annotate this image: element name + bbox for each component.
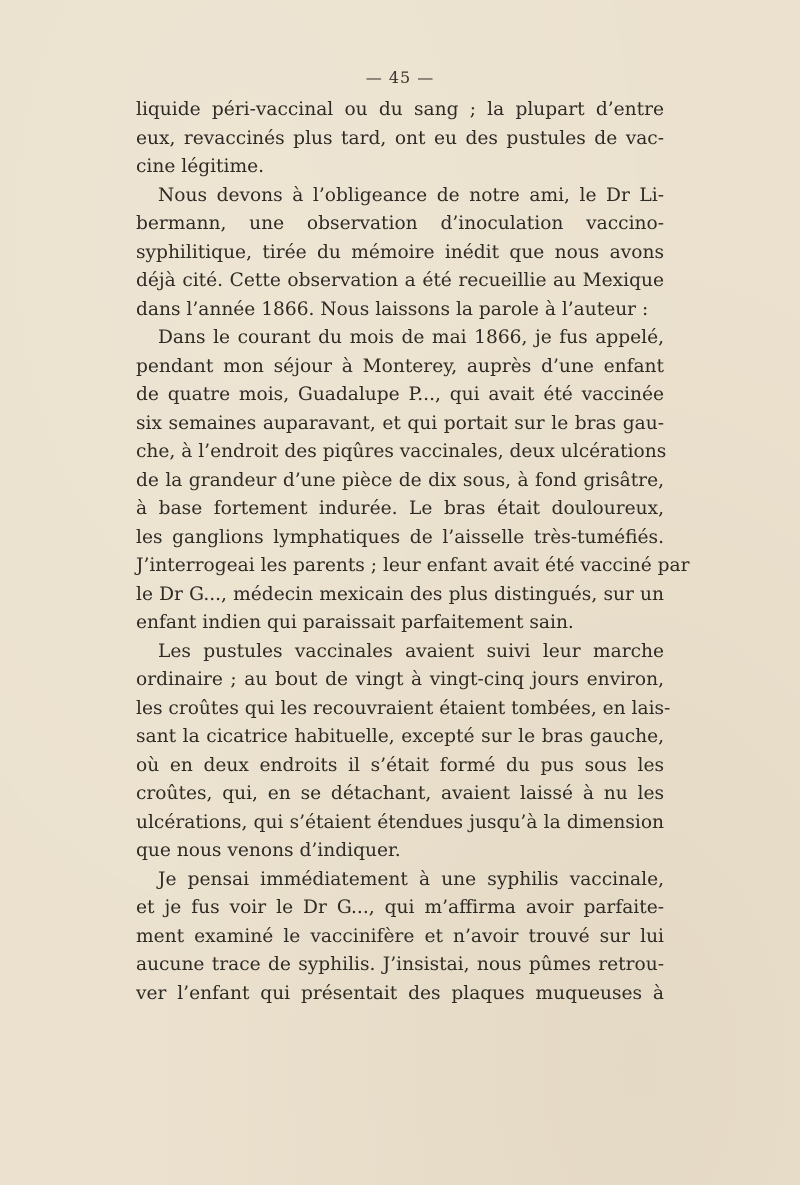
text-line: dans l’année 1866. Nous laissons la parole à l’auteur : [136, 298, 649, 320]
text-line: et je fus voir le Dr G..., qui m’affirma avoir parfaite- [136, 897, 664, 918]
body-text [136, 96, 690, 1008]
text-line: eux, revaccinés plus tard, ont eu des pustules de vac- [136, 127, 664, 149]
text-line: que nous venons d’indiquer. [136, 840, 401, 861]
text-line: cine légitime. [136, 156, 265, 177]
text-line: syphilitique, tirée du mémoire inédit que nous avons [136, 241, 664, 263]
text-line: ment examiné le vaccinifère et n’avoir trouvé sur lui [136, 925, 664, 947]
text-line: les ganglions lymphatiques de l’aisselle très-tuméfiés. [136, 526, 664, 548]
text-line: che, à l’endroit des piqûres vaccinales, deux ulcérations [136, 441, 667, 462]
text-line: de la grandeur d’une pièce de dix sous, à fond grisâtre, [136, 469, 664, 491]
text-line: déjà cité. Cette observation a été recueillie au Mexique [136, 270, 664, 291]
text-line: ver l’enfant qui présentait des plaques muqueuses à [136, 982, 664, 1004]
text-line: J’interrogeai les parents ; leur enfant avait été vacciné par [136, 555, 690, 576]
text-line: les croûtes qui les recouvraient étaient tombées, en lais- [136, 697, 671, 719]
text-line: Nous devons à l’obligeance de notre ami, le Dr Li- [158, 184, 664, 206]
text-line: Les pustules vaccinales avaient suivi leur marche [158, 640, 664, 662]
text-line: bermann, une observation d’inoculation vaccino- [136, 213, 664, 234]
text-line: croûtes, qui, en se détachant, avaient laissé à nu les [136, 783, 664, 804]
text-line: à base fortement indurée. Le bras était douloureux, [136, 498, 664, 519]
text-line: ordinaire ; au bout de vingt à vingt-cinq jours environ, [136, 669, 664, 690]
text-line: six semaines auparavant, et qui portait sur le bras gau- [136, 412, 664, 434]
text-line: pendant mon séjour à Monterey, auprès d’une enfant [136, 355, 664, 377]
text-line: liquide péri-vaccinal ou du sang ; la plupart d’entre [136, 99, 664, 120]
text-line: enfant indien qui paraissait parfaitement sain. [136, 612, 574, 633]
text-line: le Dr G..., médecin mexicain des plus distingués, sur un [136, 583, 664, 605]
text-line: Je pensai immédiatement à une syphilis vaccinale, [158, 868, 664, 890]
text-line: ulcérations, qui s’étaient étendues jusqu’à la dimension [136, 811, 664, 833]
text-line: de quatre mois, Guadalupe P..., qui avait été vaccinée [136, 384, 664, 405]
text-line: où en deux endroits il s’était formé du pus sous les [136, 754, 664, 776]
text-line: sant la cicatrice habituelle, excepté sur le bras gauche, [136, 726, 664, 747]
page-number: — 45 — [365, 68, 435, 87]
text-line: Dans le courant du mois de mai 1866, je fus appelé, [158, 327, 664, 348]
text-line: aucune trace de syphilis. J’insistai, nous pûmes retrou- [136, 954, 664, 975]
